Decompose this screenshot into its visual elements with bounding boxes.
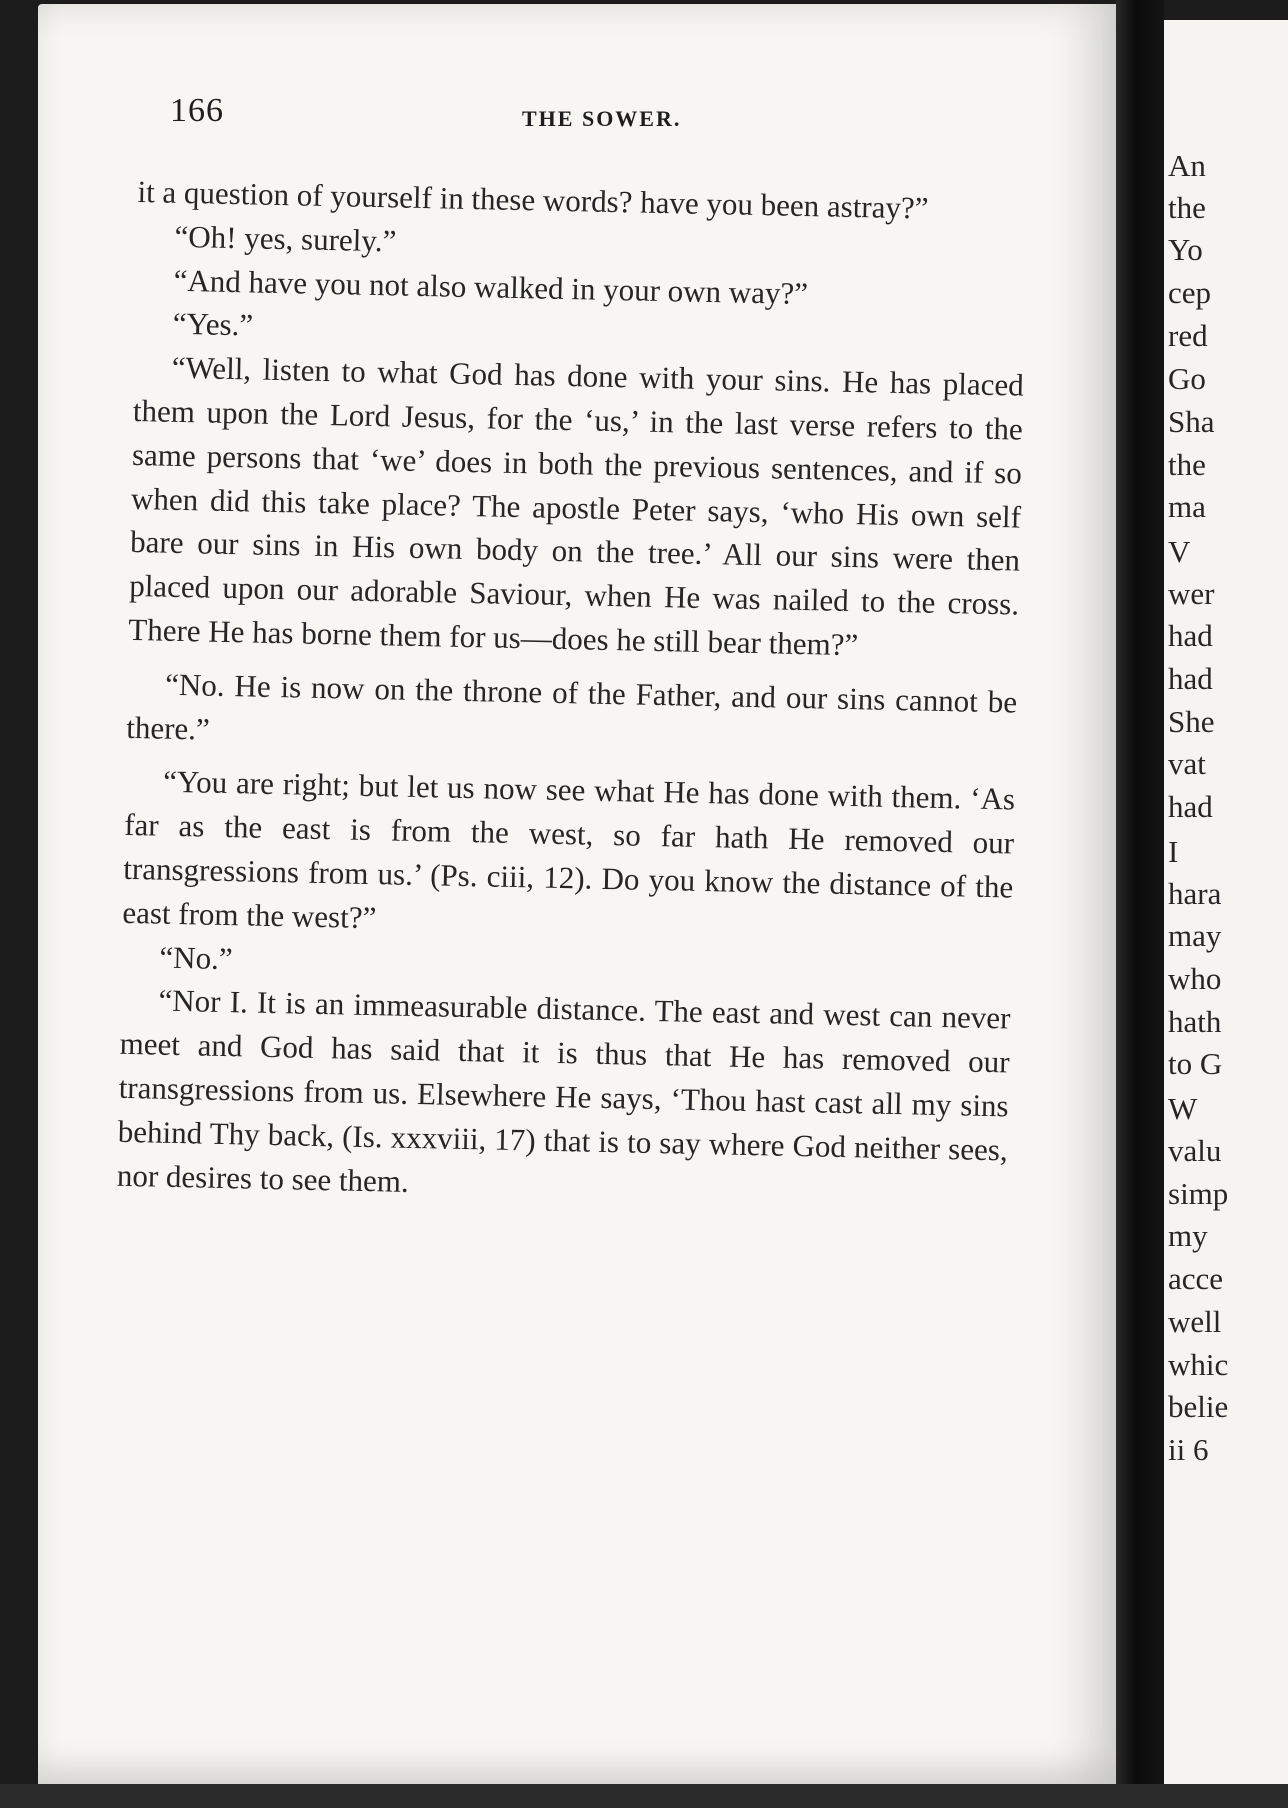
running-head (162, 92, 1042, 136)
page-body (116, 170, 1027, 1216)
right-page-line-stub: had (1168, 618, 1213, 653)
right-page-line-stub: W (1168, 1091, 1198, 1126)
paragraph: it a question of yourself in these words? have you been astray?” (137, 173, 929, 226)
right-page-line-stub: may (1168, 918, 1222, 953)
right-page-line-stub: vat (1168, 746, 1206, 781)
right-page-line-stub: had (1168, 789, 1213, 824)
book-gutter (1116, 0, 1164, 1808)
right-page-line-stub: Sha (1168, 404, 1215, 439)
paragraph: “Yes.” (172, 306, 254, 343)
right-page-line-stub: belie (1168, 1389, 1229, 1424)
running-title: THE SOWER. (522, 106, 682, 131)
right-page-line-stub: An (1168, 148, 1206, 183)
right-page-line-stub: I (1168, 834, 1179, 869)
right-page-line-stub: had (1168, 661, 1213, 696)
paragraph: “No.” (159, 939, 234, 976)
paragraph: “And have you not also walked in your own way?” (173, 262, 809, 311)
right-page-line-stub: hath (1168, 1004, 1222, 1039)
right-page-line-stub: to G (1168, 1046, 1223, 1081)
page-number: 166 (170, 92, 224, 129)
right-page-line-stub: acce (1168, 1261, 1224, 1296)
right-page-line-stub: my (1168, 1218, 1208, 1253)
right-page-line-stub: cep (1168, 275, 1212, 310)
right-page-line-stub: Go (1168, 361, 1206, 396)
right-page-line-stub: hara (1168, 876, 1222, 911)
paragraph: “Well, listen to what God has done with your sins. He has placed them upon the Lord Jesus, for the ‘us,’ in the last verse refers to the same persons that ‘we’ does in both the previous sentences, and if so when did this take place? The apostle Peter says, ‘who His own self bare our sins in His own body on the tree.’ All our sins were then placed upon our adorable Saviour, when He was nailed to the cross. There He has borne them for us—does he still bear them?” (128, 349, 1025, 663)
right-page-line-stub: valu (1168, 1133, 1222, 1168)
scan-bottom-edge (0, 1784, 1288, 1808)
right-page-line-stub: the (1168, 190, 1206, 225)
paragraph: “Nor I. It is an immeasurable distance. The east and west can never meet and God has said that it is thus that He has removed our transgressions from us. Elsewhere He says, ‘Thou hast cast all my sins behind Thy back, (Is. xxxviii, 17) that is to say where God neither sees, nor desires to see them. (116, 982, 1011, 1199)
right-page-line-stub: ma (1168, 489, 1206, 524)
right-page-line-stub: Yo (1168, 232, 1203, 267)
paragraph: “Oh! yes, surely.” (174, 218, 397, 259)
paragraph: “You are right; but let us now see what He has done with them. ‘As far as the east is from the west, so far hath He removed our transgressions from us.’ (Ps. ciii, 12). Do you know the distance of the east from the west?” (122, 764, 1016, 935)
right-page-fragment (1164, 20, 1288, 1788)
right-page-line-stub: wer (1168, 576, 1215, 611)
right-page-line-stub: V (1168, 534, 1191, 569)
right-page-line-stub: She (1168, 704, 1215, 739)
right-page-line-stub: simp (1168, 1176, 1229, 1211)
right-page-line-stub: who (1168, 961, 1222, 996)
right-page-line-stub: the (1168, 447, 1206, 482)
right-page-line-stub: ii 6 (1168, 1432, 1209, 1467)
right-page-line-stub: well (1168, 1304, 1222, 1339)
paragraph: “No. He is now on the throne of the Father, and our sins cannot be there.” (125, 666, 1018, 747)
right-page-line-stub: red (1168, 318, 1208, 353)
right-page-line-stub: whic (1168, 1347, 1229, 1382)
